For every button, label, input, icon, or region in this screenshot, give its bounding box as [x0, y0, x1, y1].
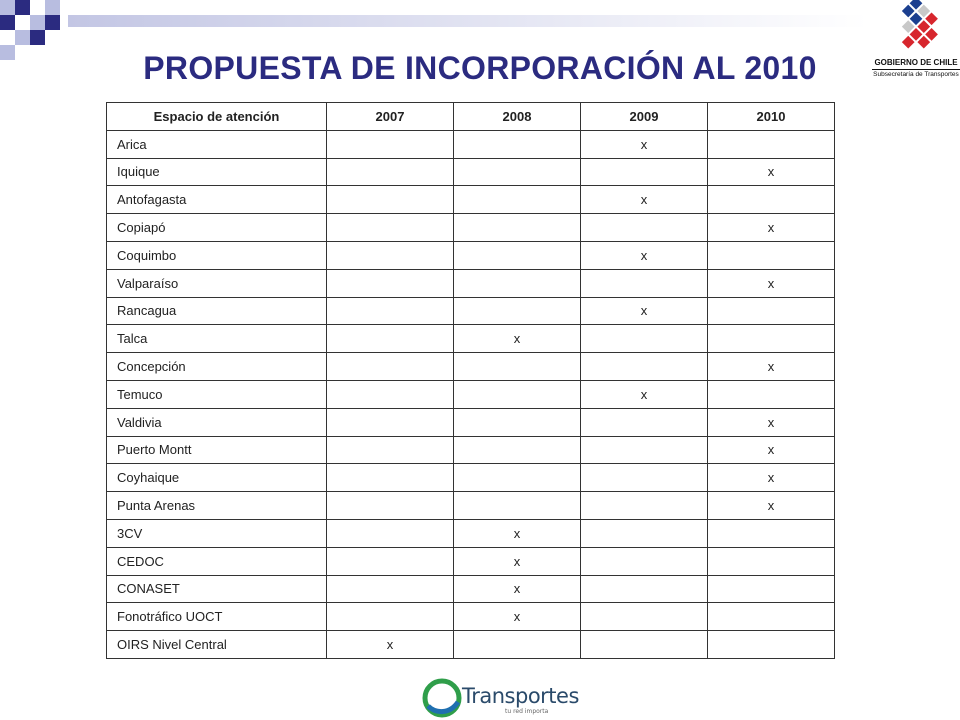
page-title: PROPUESTA DE INCORPORACIÓN AL 2010 — [143, 50, 817, 86]
year-mark-cell — [708, 186, 835, 214]
table-row — [107, 519, 835, 547]
year-mark-cell — [581, 547, 708, 575]
year-mark-cell: x — [708, 408, 835, 436]
year-mark-cell — [454, 297, 581, 325]
year-mark-cell — [454, 408, 581, 436]
year-mark-cell: x — [454, 575, 581, 603]
year-mark-cell: x — [454, 519, 581, 547]
year-mark-cell — [327, 575, 454, 603]
year-mark-cell — [454, 269, 581, 297]
location-name-cell: Fonotráfico UOCT — [107, 603, 327, 631]
year-mark-cell — [454, 380, 581, 408]
column-header-location: Espacio de atención — [107, 103, 327, 131]
year-mark-cell: x — [581, 130, 708, 158]
column-header-year: 2008 — [454, 103, 581, 131]
table-row — [107, 269, 835, 297]
location-name-cell: Valdivia — [107, 408, 327, 436]
location-name-cell: Rancagua — [107, 297, 327, 325]
table-row — [107, 130, 835, 158]
year-mark-cell — [708, 547, 835, 575]
year-mark-cell — [327, 547, 454, 575]
year-mark-cell: x — [454, 547, 581, 575]
year-mark-cell — [327, 519, 454, 547]
location-name-cell: Valparaíso — [107, 269, 327, 297]
year-mark-cell — [581, 464, 708, 492]
table-row — [107, 214, 835, 242]
year-mark-cell — [327, 297, 454, 325]
table-row — [107, 464, 835, 492]
year-mark-cell: x — [708, 492, 835, 520]
table-row — [107, 547, 835, 575]
year-mark-cell — [327, 603, 454, 631]
table-row — [107, 631, 835, 659]
location-name-cell: Talca — [107, 325, 327, 353]
location-name-cell: Temuco — [107, 380, 327, 408]
column-header-year: 2010 — [708, 103, 835, 131]
year-mark-cell — [327, 464, 454, 492]
year-mark-cell — [581, 353, 708, 381]
year-mark-cell — [327, 130, 454, 158]
year-mark-cell — [327, 241, 454, 269]
year-mark-cell: x — [581, 241, 708, 269]
year-mark-cell — [581, 408, 708, 436]
year-mark-cell — [454, 492, 581, 520]
year-mark-cell — [327, 158, 454, 186]
year-mark-cell — [454, 130, 581, 158]
year-mark-cell — [708, 603, 835, 631]
location-name-cell: Puerto Montt — [107, 436, 327, 464]
year-mark-cell — [327, 492, 454, 520]
year-mark-cell — [581, 631, 708, 659]
year-mark-cell — [581, 519, 708, 547]
year-mark-cell — [327, 436, 454, 464]
government-subtitle: Subsecretaría de Transportes — [873, 71, 959, 78]
gobierno-de-chile-logo — [876, 0, 956, 80]
year-mark-cell: x — [708, 214, 835, 242]
year-mark-cell — [454, 631, 581, 659]
table-row — [107, 436, 835, 464]
column-header-year: 2009 — [581, 103, 708, 131]
year-mark-cell: x — [581, 380, 708, 408]
year-mark-cell — [454, 241, 581, 269]
table-row — [107, 325, 835, 353]
year-mark-cell: x — [327, 631, 454, 659]
incorporation-table — [106, 102, 835, 659]
year-mark-cell: x — [708, 353, 835, 381]
year-mark-cell — [581, 603, 708, 631]
location-name-cell: Coquimbo — [107, 241, 327, 269]
year-mark-cell: x — [581, 186, 708, 214]
year-mark-cell — [454, 214, 581, 242]
table-row — [107, 380, 835, 408]
year-mark-cell — [454, 436, 581, 464]
year-mark-cell — [581, 269, 708, 297]
year-mark-cell: x — [708, 464, 835, 492]
year-mark-cell: x — [708, 436, 835, 464]
year-mark-cell — [708, 519, 835, 547]
year-mark-cell — [454, 353, 581, 381]
column-header-year: 2007 — [327, 103, 454, 131]
table-row — [107, 603, 835, 631]
year-mark-cell — [581, 436, 708, 464]
year-mark-cell — [454, 186, 581, 214]
year-mark-cell — [708, 130, 835, 158]
transportes-tagline: tu red importa — [505, 708, 549, 715]
table-row — [107, 353, 835, 381]
location-name-cell: Coyhaique — [107, 464, 327, 492]
year-mark-cell — [708, 297, 835, 325]
location-name-cell: Concepción — [107, 353, 327, 381]
government-name: GOBIERNO DE CHILE — [874, 58, 958, 67]
location-name-cell: 3CV — [107, 519, 327, 547]
year-mark-cell — [327, 353, 454, 381]
year-mark-cell — [327, 325, 454, 353]
year-mark-cell — [581, 575, 708, 603]
table-row — [107, 186, 835, 214]
year-mark-cell — [581, 325, 708, 353]
location-name-cell: Iquique — [107, 158, 327, 186]
table-row — [107, 241, 835, 269]
year-mark-cell: x — [708, 269, 835, 297]
year-mark-cell — [454, 464, 581, 492]
location-name-cell: OIRS Nivel Central — [107, 631, 327, 659]
year-mark-cell: x — [581, 297, 708, 325]
table-row — [107, 408, 835, 436]
location-name-cell: Punta Arenas — [107, 492, 327, 520]
year-mark-cell — [327, 380, 454, 408]
year-mark-cell: x — [454, 325, 581, 353]
year-mark-cell — [708, 241, 835, 269]
year-mark-cell — [327, 214, 454, 242]
year-mark-cell: x — [708, 158, 835, 186]
year-mark-cell — [454, 158, 581, 186]
year-mark-cell — [708, 575, 835, 603]
location-name-cell: Antofagasta — [107, 186, 327, 214]
year-mark-cell — [581, 492, 708, 520]
year-mark-cell — [708, 631, 835, 659]
year-mark-cell — [581, 214, 708, 242]
table-body — [107, 130, 835, 658]
year-mark-cell: x — [454, 603, 581, 631]
year-mark-cell — [327, 186, 454, 214]
year-mark-cell — [581, 158, 708, 186]
table-header-row — [107, 103, 835, 131]
location-name-cell: Copiapó — [107, 214, 327, 242]
location-name-cell: CEDOC — [107, 547, 327, 575]
table-row — [107, 297, 835, 325]
table-row — [107, 575, 835, 603]
year-mark-cell — [327, 269, 454, 297]
table-row — [107, 492, 835, 520]
transportes-brand: Transportes — [462, 684, 579, 708]
table-row — [107, 158, 835, 186]
year-mark-cell — [708, 325, 835, 353]
location-name-cell: CONASET — [107, 575, 327, 603]
year-mark-cell — [327, 408, 454, 436]
year-mark-cell — [708, 380, 835, 408]
location-name-cell: Arica — [107, 130, 327, 158]
